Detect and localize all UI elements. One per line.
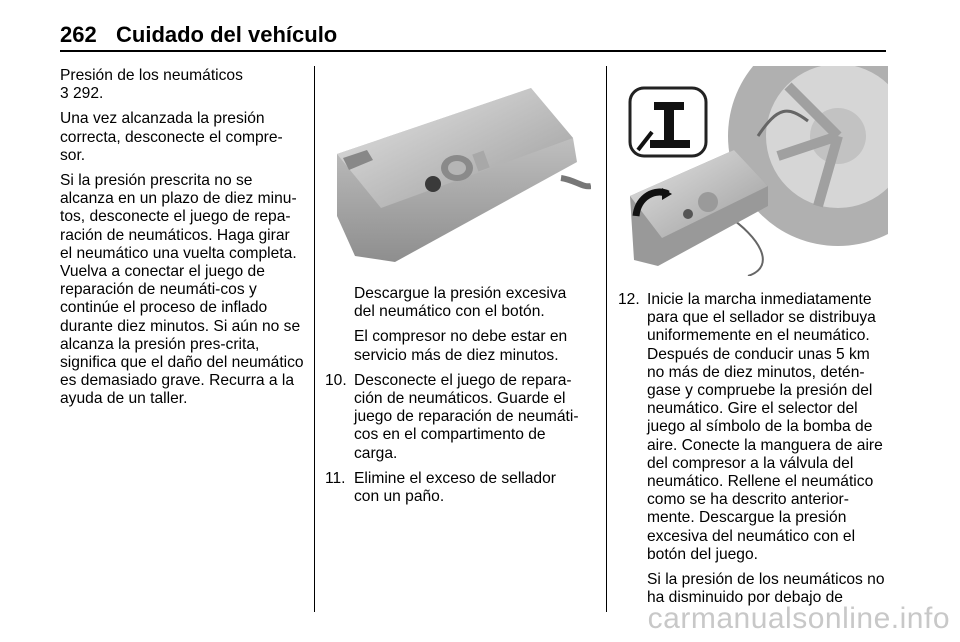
column-divider-2 (606, 66, 607, 612)
watermark-text: carmanualsonline.info (647, 602, 950, 635)
page-number: 262 (60, 22, 97, 47)
column-2 (325, 285, 580, 513)
item-text: Inicie la marcha inmediatamente para que el sellador se distribuya uniformemente en el neumático. Después de conducir unas 5 km no más de diez minutos, detén-gase y compruebe la presión del neumático. Gire el selector del juego al símbolo de la bomba de aire. Conecte la manguera de aire del compresor a la válvula del neumático. Rellene el neumático como se ha descrito anterior-mente. Descargue la presión excesiva del neumático con el botón del juego. (647, 291, 883, 563)
header-rule (60, 50, 886, 52)
item-number: 12. (618, 291, 640, 308)
paragraph: Si la presión prescrita no se alcanza en un plazo de diez minu-tos, desconecte el juego de repa-ración de neumáticos. Haga girar el neumático una vuelta completa. Vuelva a conectar el juego de reparación de neumáti-cos y continúe el proceso de inflado durante diez minutos. Si aún no se alcanza la presión pres-crita, significa que el daño del neumático es demasiado grave. Recurra a la ayuda de un taller. (60, 172, 304, 408)
list-item (618, 291, 890, 564)
compressor-illustration (325, 66, 591, 270)
item-text: Elimine el exceso de sellador con un paño. (354, 469, 556, 506)
paragraph: Una vez alcanzada la presión correcta, desconecte el compre-sor. (60, 110, 283, 164)
column-1 (60, 67, 305, 416)
page-reference[interactable]: 3 292. (60, 85, 104, 103)
paragraph: Descargue la presión excesiva del neumático con el botón. (354, 285, 567, 321)
item-text: Desconecte el juego de repara-ción de neumáticos. Guarde el juego de reparación de neumáti-cos en el compartimento de carga. (354, 371, 579, 462)
wheel-compressor-illustration (618, 66, 888, 276)
paragraph: El compresor no debe estar en servicio más de diez minutos. (354, 328, 568, 364)
column-divider-1 (314, 66, 315, 612)
item-number: 10. (325, 371, 347, 389)
list-item (325, 470, 580, 506)
pressure-heading-text: Presión de los neumáticos (60, 67, 243, 84)
list-item (325, 372, 580, 463)
paragraph: Si la presión de los neumáticos no ha disminuido por debajo de (647, 571, 885, 607)
section-title: Cuidado del vehículo (116, 22, 338, 47)
column-3 (618, 291, 890, 614)
item-number: 11. (325, 469, 346, 487)
page-header (60, 22, 886, 52)
